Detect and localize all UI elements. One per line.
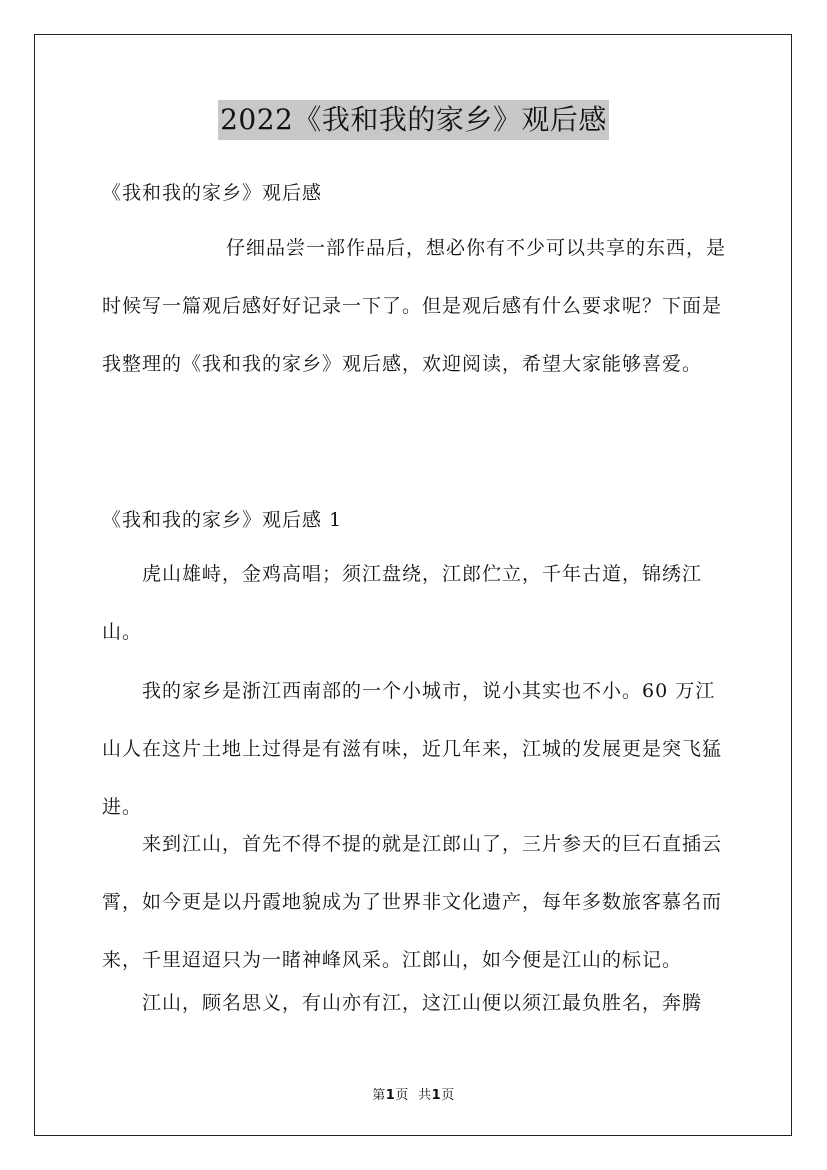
- footer-total-pages: 1: [431, 1088, 442, 1103]
- footer-page-suffix: 页: [395, 1088, 409, 1103]
- footer-total-suffix: 页: [441, 1088, 455, 1103]
- footer-total-prefix: 共: [418, 1088, 432, 1103]
- section-1-subheading: 《我和我的家乡》观后感 1: [102, 509, 343, 531]
- footer-page-prefix: 第: [372, 1088, 386, 1103]
- document-title: 2022《我和我的家乡》观后感: [218, 100, 609, 140]
- intro-paragraph: 仔细品尝一部作品后，想必你有不少可以共享的东西，是时候写一篇观后感好好记录一下了。但是观后感有什么要求呢？下面是我整理的《我和我的家乡》观后感，欢迎阅读，希望大家能够喜爱。: [102, 237, 727, 375]
- intro-subheading: 《我和我的家乡》观后感: [102, 182, 323, 204]
- title-container: [0, 100, 827, 140]
- paragraph-3: 来到江山，首先不得不提的就是江郎山了，三片参天的巨石直插云霄，如今更是以丹霞地貌成为了世界非文化遗产，每年多数旅客慕名而来，千里迢迢只为一睹神峰风采。江郎山，如今便是江山的标记。: [102, 833, 723, 971]
- paragraph-1: 虎山雄峙，金鸡高唱；须江盘绕，江郎伫立，千年古道，锦绣江山。: [102, 563, 703, 643]
- footer-page-number: 1: [385, 1088, 396, 1103]
- paragraph-2: 我的家乡是浙江西南部的一个小城市，说小其实也不小。60 万江山人在这片土地上过得是有滋有味，近几年来，江城的发展更是突飞猛进。: [102, 680, 723, 818]
- paragraph-4: 江山，顾名思义，有山亦有江，这江山便以须江最负胜名，奔腾: [142, 992, 703, 1014]
- page-footer: [0, 1084, 827, 1103]
